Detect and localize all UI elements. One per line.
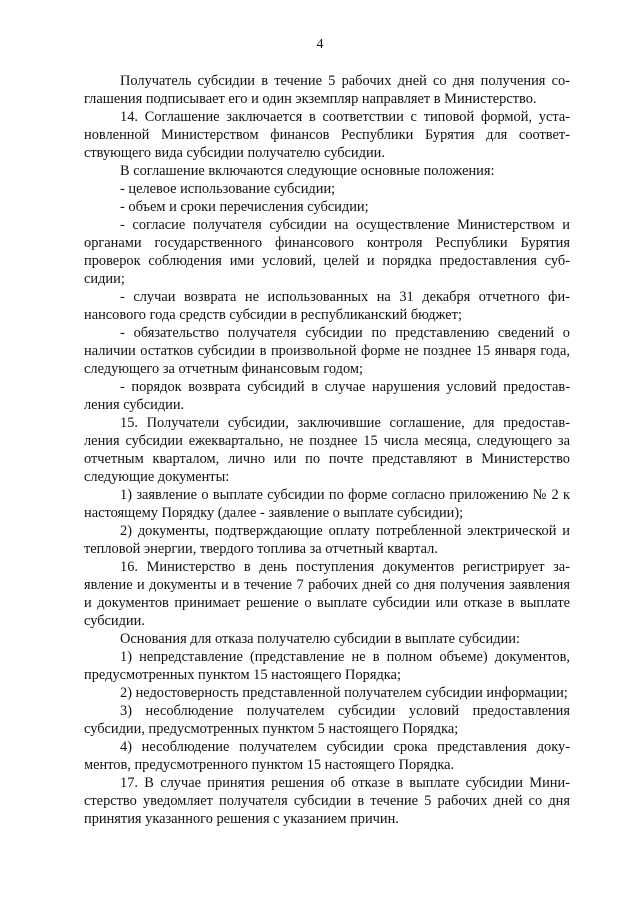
list-item-application: 1) заявление о выплате субсидии по форме согласно приложению № 2 к настоящему Порядку (далее - заявление о выплате субсидии); bbox=[84, 487, 570, 521]
paragraph-15-quarterly-documents: 15. Получатели субсидии, заключившие соглашение, для предоставления субсидии ежеквартально, не позднее 15 числа месяца, следующего за отчетным кварталом, лично или по почте представляют в Министерство следующие документы: bbox=[84, 415, 570, 485]
list-item-refusal-incomplete: 1) непредставление (представление не в полном объеме) документов, предусмотренных пунктом 15 настоящего Порядка; bbox=[84, 649, 570, 683]
list-item-target-use: - целевое использование субсидии; bbox=[120, 181, 336, 197]
list-item-control-consent: - согласие получателя субсидии на осуществление Министерством и органами государственного финансового контроля Республики Бурятия проверок соблюдения ими условий, целей и порядка предоставления субсидии; bbox=[84, 217, 570, 287]
list-item-refusal-inaccuracy: 2) недостоверность представленной получателем субсидии информации; bbox=[120, 685, 568, 701]
list-item-payment-documents: 2) документы, подтверждающие оплату потребленной электрической и тепловой энергии, твердого топлива за отчетный квартал. bbox=[84, 523, 570, 557]
list-item-volume-terms: - объем и сроки перечисления субсидии; bbox=[120, 199, 369, 215]
page-number: 4 bbox=[316, 37, 324, 52]
paragraph-17-refusal-notice: 17. В случае принятия решения об отказе в выплате субсидии Министерство уведомляет получателя субсидии в течение 5 рабочих дней со дня принятия указанного решения с указанием причин. bbox=[84, 775, 570, 827]
list-item-refusal-conditions: 3) несоблюдение получателем субсидии условий предоставления субсидии, предусмотренных пунктом 5 настоящего Порядка; bbox=[84, 703, 570, 737]
list-item-refund-unused: - случаи возврата не использованных на 31 декабря отчетного финансового года средств субсидии в республиканский бюджет; bbox=[84, 289, 570, 323]
paragraph-16-registration: 16. Министерство в день поступления документов регистрирует заявление и документы и в течение 7 рабочих дней со дня получения заявления и документов принимает решение о выплате субсидии или отказе в выплате субсидии. bbox=[84, 559, 570, 629]
paragraph-14-agreement-form: 14. Соглашение заключается в соответствии с типовой формой, установленной Министерством финансов Республики Бурятия для соответствующего вида субсидии получателю субсидии. bbox=[84, 109, 570, 161]
paragraph-signing-deadline: Получатель субсидии в течение 5 рабочих дней со дня получения соглашения подписывает его и один экземпляр направляет в Министерство. bbox=[84, 73, 570, 107]
list-item-refusal-deadline: 4) несоблюдение получателем субсидии срока представления документов, предусмотренного пунктом 15 настоящего Порядка. bbox=[84, 739, 570, 773]
paragraph-refusal-grounds-intro: Основания для отказа получателю субсидии в выплате субсидии: bbox=[120, 631, 520, 647]
list-item-refund-procedure: - порядок возврата субсидий в случае нарушения условий предоставления субсидии. bbox=[84, 379, 570, 413]
document-body bbox=[84, 72, 570, 828]
list-item-remainder-report: - обязательство получателя субсидии по представлению сведений о наличии остатков субсидии в произвольной форме не позднее 15 января года, следующего за отчетным финансовым годом; bbox=[84, 325, 570, 377]
paragraph-agreement-provisions-intro: В соглашение включаются следующие основные положения: bbox=[120, 163, 495, 179]
